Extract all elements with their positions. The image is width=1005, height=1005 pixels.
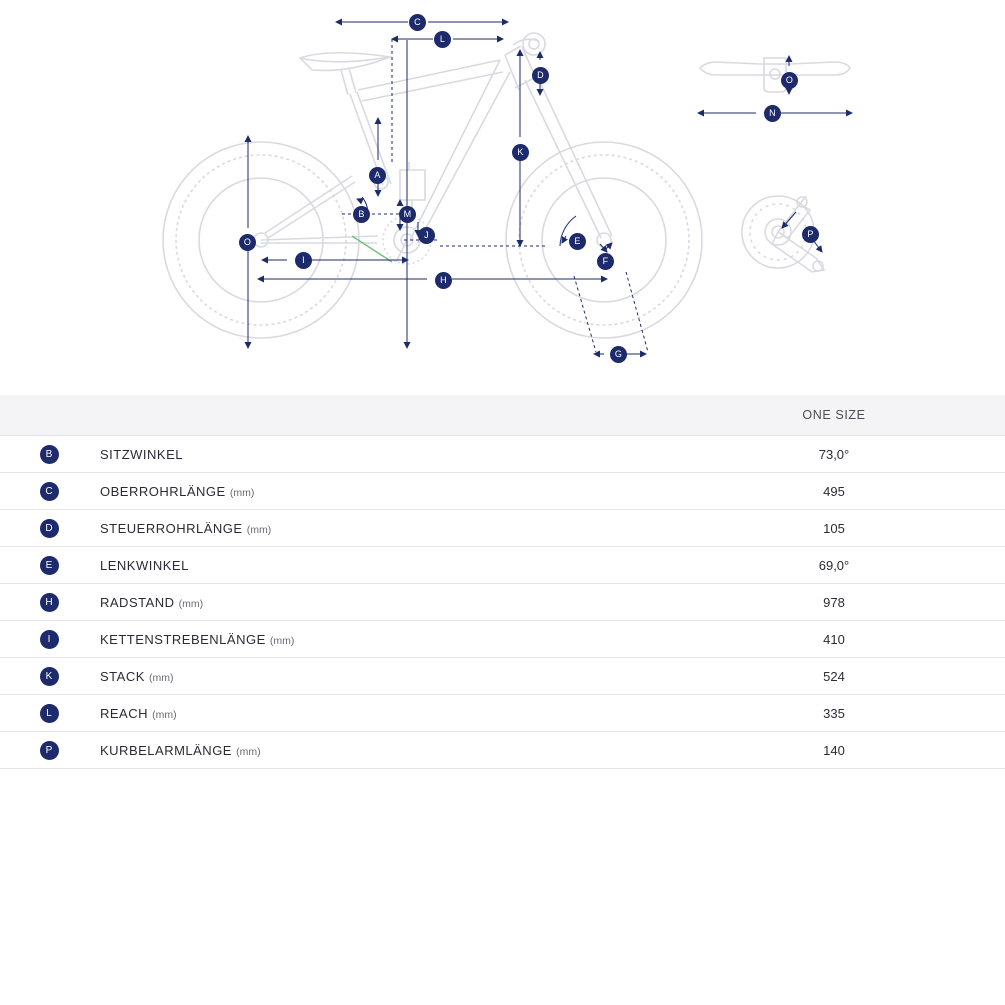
row-name: STACK bbox=[100, 668, 145, 684]
geometry-table-head bbox=[0, 395, 1005, 436]
diagram-badge-k: K bbox=[512, 144, 529, 161]
row-name: STEUERROHRLÄNGE bbox=[100, 520, 243, 536]
row-name: KETTENSTREBENLÄNGE bbox=[100, 631, 266, 647]
diagram-badge-g: G bbox=[610, 346, 627, 363]
row-badge-cell bbox=[0, 621, 98, 658]
row-badge-cell bbox=[0, 584, 98, 621]
table-row bbox=[0, 473, 1005, 510]
row-name: LENKWINKEL bbox=[100, 557, 189, 573]
row-name: RADSTAND bbox=[100, 594, 175, 610]
diagram-badge-o-bar: O bbox=[781, 72, 798, 89]
diagram-badge-a: A bbox=[369, 167, 386, 184]
row-value: 69,0° bbox=[818, 557, 850, 573]
row-badge: E bbox=[40, 556, 59, 575]
row-value: 105 bbox=[823, 520, 845, 536]
row-unit: (mm) bbox=[269, 634, 295, 647]
diagram-badge-p: P bbox=[802, 226, 819, 243]
table-row bbox=[0, 658, 1005, 695]
row-badge: C bbox=[40, 482, 59, 501]
diagram-badge-f: F bbox=[597, 253, 614, 270]
diagram-badge-i: I bbox=[295, 252, 312, 269]
crankset-drawing bbox=[742, 196, 824, 272]
row-name-cell bbox=[98, 732, 663, 769]
row-name-cell bbox=[98, 584, 663, 621]
row-name-cell bbox=[98, 436, 663, 473]
row-name-cell bbox=[98, 473, 663, 510]
table-row bbox=[0, 732, 1005, 769]
header-badge-col bbox=[0, 395, 98, 436]
row-badge: I bbox=[40, 630, 59, 649]
diagram-badge-o-wheel: O bbox=[239, 234, 256, 251]
header-name-col bbox=[98, 395, 663, 436]
row-unit: (mm) bbox=[236, 745, 261, 758]
row-name-cell bbox=[98, 658, 663, 695]
table-row bbox=[0, 547, 1005, 584]
header-size-col: ONE SIZE bbox=[663, 395, 1005, 436]
row-unit: (mm) bbox=[149, 671, 174, 684]
row-unit: (mm) bbox=[178, 597, 204, 610]
row-value: 495 bbox=[823, 483, 845, 499]
diagram-badge-h: H bbox=[435, 272, 452, 289]
geometry-table-body bbox=[0, 436, 1005, 769]
table-row bbox=[0, 510, 1005, 547]
row-name: OBERROHRLÄNGE bbox=[100, 483, 226, 499]
diagram-badge-l: L bbox=[434, 31, 451, 48]
diagram-badge-m: M bbox=[399, 206, 416, 223]
geometry-diagram bbox=[0, 0, 1005, 395]
diagram-badge-b: B bbox=[353, 206, 370, 223]
diagram-badge-n: N bbox=[764, 105, 781, 122]
row-name-cell bbox=[98, 510, 663, 547]
row-name-cell bbox=[98, 621, 663, 658]
row-value: 410 bbox=[823, 631, 845, 647]
handlebar-drawing bbox=[700, 58, 850, 92]
row-unit: (mm) bbox=[152, 708, 177, 721]
row-value: 524 bbox=[823, 668, 845, 684]
geometry-table bbox=[0, 395, 1005, 769]
diagram-badge-c: C bbox=[409, 14, 426, 31]
diagram-badge-j: J bbox=[418, 227, 435, 244]
table-row bbox=[0, 436, 1005, 473]
row-badge: H bbox=[40, 593, 59, 612]
row-value: 140 bbox=[823, 742, 845, 758]
row-badge: L bbox=[40, 704, 59, 723]
row-name-cell bbox=[98, 547, 663, 584]
table-row bbox=[0, 621, 1005, 658]
row-name-cell bbox=[98, 695, 663, 732]
row-value: 73,0° bbox=[818, 446, 850, 462]
row-badge-cell bbox=[0, 473, 98, 510]
row-badge: D bbox=[40, 519, 59, 538]
row-badge-cell bbox=[0, 732, 98, 769]
geometry-table-header-row bbox=[0, 395, 1005, 436]
row-badge-cell bbox=[0, 658, 98, 695]
row-value: 978 bbox=[823, 594, 845, 610]
row-value: 335 bbox=[823, 705, 845, 721]
row-badge: K bbox=[40, 667, 59, 686]
row-unit: (mm) bbox=[229, 486, 255, 499]
row-name: KURBELARMLÄNGE bbox=[100, 742, 232, 758]
row-name: SITZWINKEL bbox=[100, 446, 184, 462]
table-row bbox=[0, 695, 1005, 732]
row-badge-cell bbox=[0, 547, 98, 584]
row-badge-cell bbox=[0, 695, 98, 732]
row-unit: (mm) bbox=[246, 523, 272, 536]
bike-geometry-drawing bbox=[0, 0, 1005, 395]
measure-lines bbox=[248, 22, 852, 354]
row-badge: B bbox=[40, 445, 59, 464]
row-badge: P bbox=[40, 741, 59, 760]
diagram-badge-e: E bbox=[569, 233, 586, 250]
row-name: REACH bbox=[100, 705, 149, 721]
row-badge-cell bbox=[0, 436, 98, 473]
bike-outline bbox=[163, 33, 702, 338]
table-row bbox=[0, 584, 1005, 621]
row-badge-cell bbox=[0, 510, 98, 547]
diagram-badge-d: D bbox=[532, 67, 549, 84]
